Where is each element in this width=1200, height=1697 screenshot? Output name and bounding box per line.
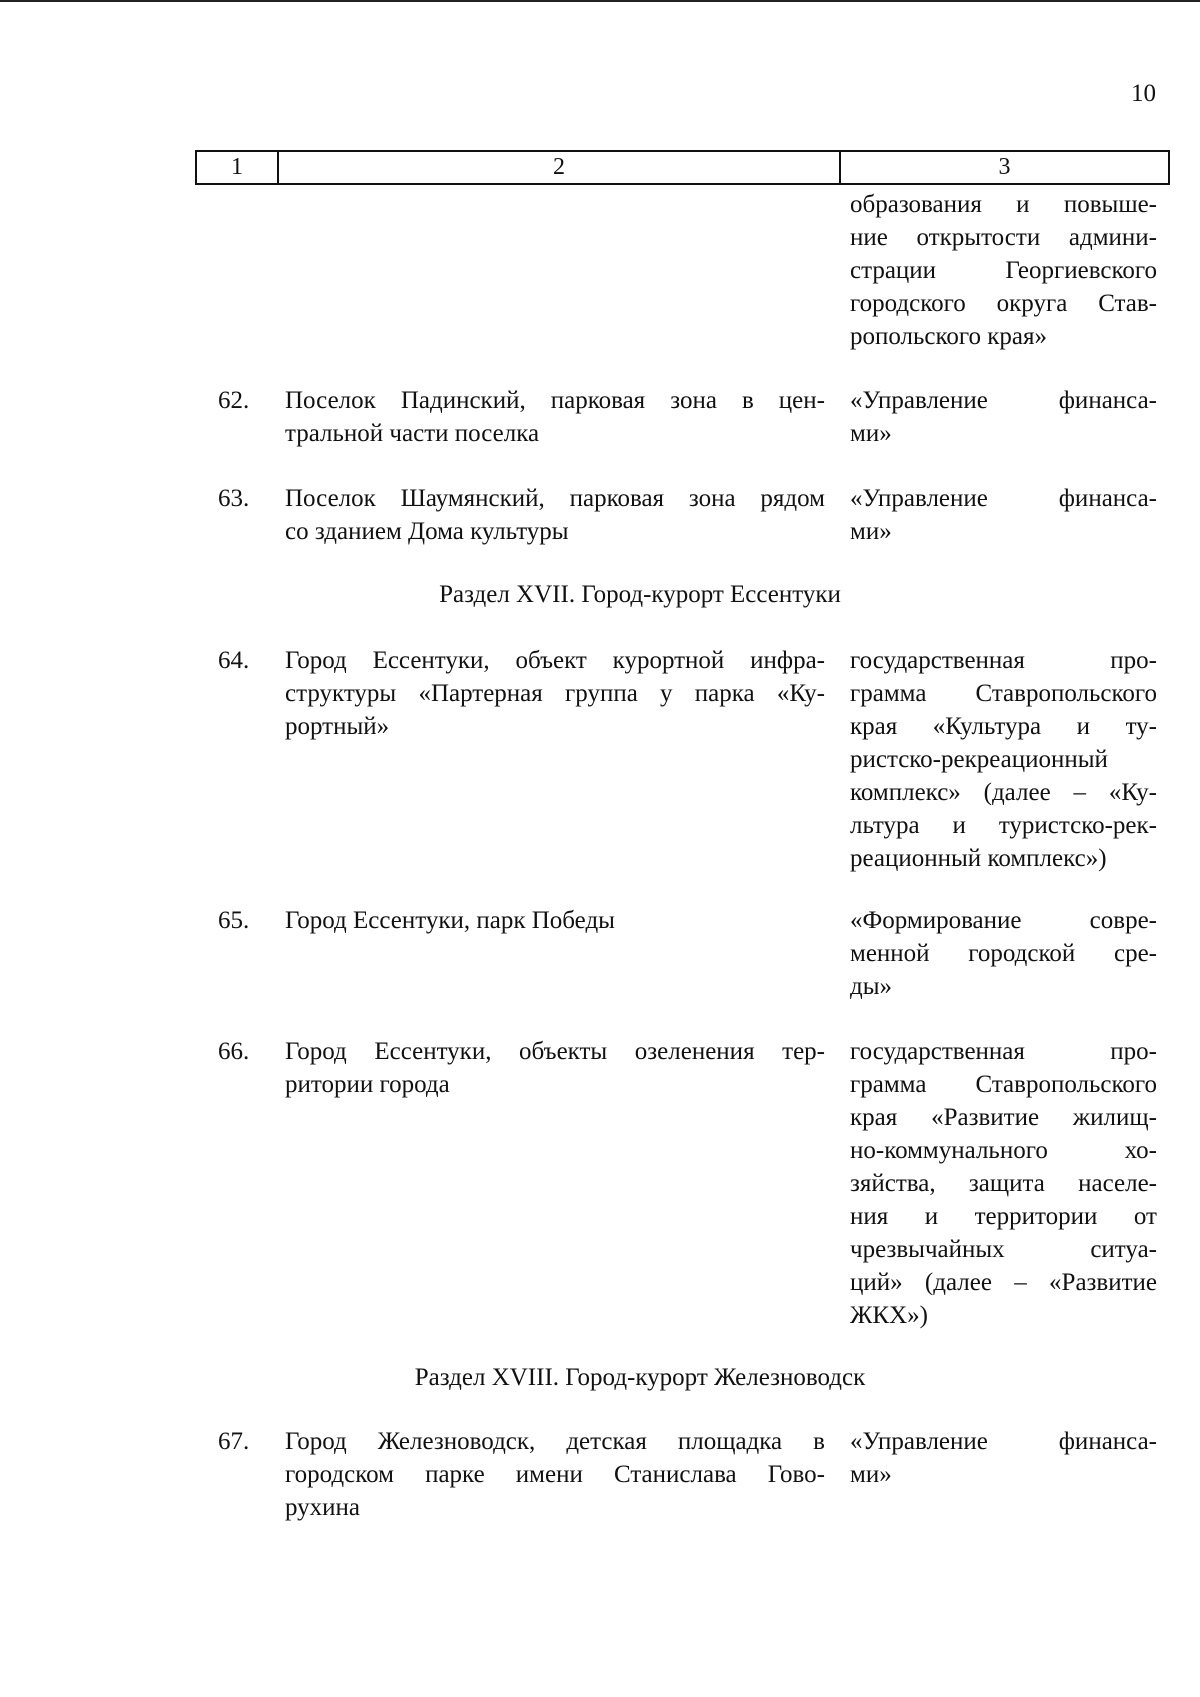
program-line: «Управление финанса- xyxy=(850,387,1157,414)
row-number: 64. xyxy=(218,647,250,674)
place-line: тральной части поселка xyxy=(285,420,540,447)
place-line: структуры «Партерная группа у парка «Ку- xyxy=(285,680,825,707)
place-line: Поселок Шаумянский, парковая зона рядом xyxy=(285,485,825,512)
program-line: ций» (далее – «Развитие xyxy=(850,1269,1157,1296)
row-place xyxy=(285,1035,825,1101)
row-number: 62. xyxy=(218,387,250,414)
program-line: государственная про- xyxy=(850,1038,1157,1065)
program-line: ми» xyxy=(850,518,892,545)
program-line: ды» xyxy=(850,973,893,1000)
program-line: ние открытости админи- xyxy=(850,224,1157,251)
program-line: льтура и туристско-рек- xyxy=(850,812,1157,839)
row-place xyxy=(285,1425,825,1524)
table-header-col3: 3 xyxy=(998,154,1011,180)
place-line: Город Ессентуки, объект курортной инфра- xyxy=(285,647,825,674)
program-line: ропольского края» xyxy=(850,323,1048,350)
place-line: Поселок Падинский, парковая зона в цен- xyxy=(285,387,825,414)
program-line: страции Георгиевского xyxy=(850,257,1157,284)
program-line: зяйства, защита населе- xyxy=(850,1170,1157,1197)
table-header-row xyxy=(195,150,1170,183)
program-line: городского округа Став- xyxy=(850,290,1157,317)
place-line: со зданием Дома культуры xyxy=(285,518,569,545)
program-line: грамма Ставропольского xyxy=(850,680,1157,707)
section-title: Раздел XVII. Город-курорт Ессентуки xyxy=(439,581,841,608)
program-line: образования и повыше- xyxy=(850,191,1157,218)
program-line: комплекс» (далее – «Ку- xyxy=(850,779,1157,806)
row-place xyxy=(285,644,825,743)
program-line: реационный комплекс») xyxy=(850,845,1107,872)
program-line: края «Культура и ту- xyxy=(850,713,1157,740)
continued-program-cell xyxy=(850,188,1157,353)
place-line: городском парке имени Станислава Гово- xyxy=(285,1461,825,1488)
row-place xyxy=(285,384,825,450)
row-number: 63. xyxy=(218,485,250,512)
program-line: ния и территории от xyxy=(850,1203,1157,1230)
row-program xyxy=(850,384,1157,450)
row-program xyxy=(850,644,1157,875)
row-number: 67. xyxy=(218,1428,250,1455)
top-edge-rule xyxy=(0,0,1200,2)
row-place xyxy=(285,904,825,937)
table-header-divider xyxy=(195,183,1170,185)
program-line: ЖКХ») xyxy=(850,1302,928,1329)
row-program xyxy=(850,904,1157,1003)
program-line: чрезвычайных ситуа- xyxy=(850,1236,1157,1263)
row-program xyxy=(850,1425,1157,1491)
place-line: рухина xyxy=(285,1494,361,1521)
page-number: 10 xyxy=(1131,80,1156,107)
row-number: 66. xyxy=(218,1038,250,1065)
program-line: государственная про- xyxy=(850,647,1157,674)
program-line: грамма Ставропольского xyxy=(850,1071,1157,1098)
row-place xyxy=(285,482,825,548)
place-line: ритории города xyxy=(285,1071,450,1098)
place-line: рортный» xyxy=(285,713,390,740)
place-line: Город Железноводск, детская площадка в xyxy=(285,1428,825,1455)
program-line: края «Развитие жилищ- xyxy=(850,1104,1157,1131)
program-line: менной городской сре- xyxy=(850,940,1157,967)
program-line: но-коммунального хо- xyxy=(850,1137,1157,1164)
section-title: Раздел XVIII. Город-курорт Железноводск xyxy=(414,1364,866,1391)
program-line: ристско-рекреационный xyxy=(850,746,1108,773)
row-number: 65. xyxy=(218,907,250,934)
row-program xyxy=(850,1035,1157,1332)
row-program xyxy=(850,482,1157,548)
table-header-col2: 2 xyxy=(279,152,841,183)
place-line: Город Ессентуки, парк Победы xyxy=(285,907,615,934)
program-line: ми» xyxy=(850,1461,892,1488)
table-header-col1: 1 xyxy=(197,152,279,183)
program-line: «Формирование совре- xyxy=(850,907,1157,934)
place-line: Город Ессентуки, объекты озеленения тер- xyxy=(285,1038,825,1065)
program-line: «Управление финанса- xyxy=(850,485,1157,512)
program-line: «Управление финанса- xyxy=(850,1428,1157,1455)
program-line: ми» xyxy=(850,420,892,447)
